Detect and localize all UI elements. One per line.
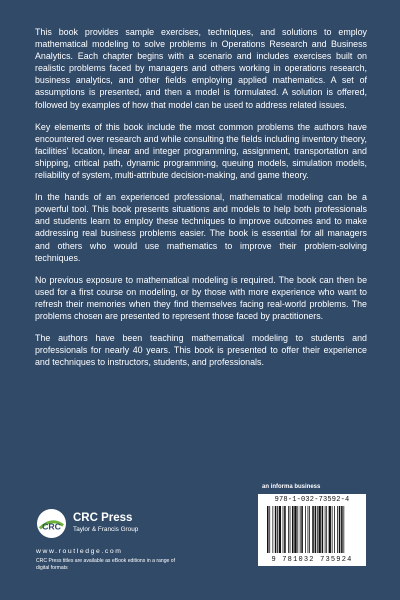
barcode-bar [325, 506, 326, 553]
barcode-bar [308, 506, 309, 553]
barcode-bar [275, 506, 277, 553]
barcode-bar [326, 506, 327, 553]
barcode-bar [279, 506, 281, 553]
barcode-bar [300, 506, 301, 553]
barcode-bar [267, 506, 269, 553]
publisher-website: www.routledge.com [36, 548, 123, 555]
publisher-subtitle: Taylor & Francis Group [73, 526, 139, 533]
barcode-bar [288, 506, 289, 553]
barcode-bar [312, 506, 314, 553]
barcode-bar [332, 506, 333, 553]
barcode-bar [341, 506, 343, 553]
barcode-bar [290, 506, 291, 553]
ebook-availability-note: CRC Press titles are available as eBook editions in a range of digital formats [36, 558, 176, 571]
barcode-bar [322, 506, 324, 553]
informa-business-label: an informa business [262, 484, 321, 490]
barcode-bar [337, 506, 338, 553]
crc-logo-text: CRC [42, 521, 61, 532]
description-paragraph: No previous exposure to mathematical modeling is required. The book can then be used for a first course on modeling, or by those with more experience who want to refresh their memories when they find themselves facing real-world problems. The problems chosen are presented to represent those faced by practitioners. [35, 274, 367, 321]
barcode-bar [318, 506, 320, 553]
back-cover-description [35, 26, 367, 378]
description-paragraph: In the hands of an experienced professional, mathematical modeling can be a powerful tool. This book presents situations and models to help both professionals and students learn to employ these techniques to improve outcomes and to make addressing real business problems easier. The book is essential for all managers and others who would use mathematics to improve their problem-solving techniques. [35, 192, 367, 263]
barcode-bars [267, 506, 361, 553]
barcode-bar [305, 506, 306, 553]
barcode-bar [329, 506, 331, 553]
barcode-bar [269, 506, 270, 553]
barcode-bar [272, 506, 273, 553]
barcode-bar [334, 506, 335, 553]
barcode-bar [277, 506, 278, 553]
description-paragraph: Key elements of this book include the most common problems the authors have encountered over research and while consulting the fields including inventory theory, facilities' location, linear and integer programming, assignment, transportation and shipping, critical path, dynamic programming, queuing models, simulation models, reliability of system, multi-attribute decision-making, and game theory. [35, 121, 367, 181]
crc-logo-icon [36, 508, 67, 539]
barcode-bar [297, 506, 298, 553]
description-paragraph: This book provides sample exercises, techniques, and solutions to employ mathematical modeling to solve problems in Operations Research and Business Analytics. Each chapter begins with a scenario and includes exercises built on realistic problems faced by managers and others working in operations research, business analytics, and other fields employing applied mathematics. A set of assumptions is presented, and then a model is formulated. A solution is offered, followed by examples of how that model can be used to address related issues. [35, 27, 367, 110]
barcode-bar [309, 506, 310, 553]
isbn-digits: 9 781032 735924 [271, 556, 353, 564]
isbn-barcode [258, 494, 366, 566]
publisher-name: CRC Press [73, 512, 133, 524]
description-paragraph: The authors have been teaching mathematical modeling to students and professionals for nearly 40 years. This book is presented to offer their experience and techniques to instructors, students, and professionals. [35, 333, 367, 368]
barcode-bar [294, 506, 296, 553]
barcode-bar [339, 506, 341, 553]
barcode-bar [284, 506, 286, 553]
crc-press-logo [36, 508, 216, 544]
barcode-bar [301, 506, 303, 553]
barcode-bar [343, 506, 344, 553]
barcode-bar [283, 506, 284, 553]
barcode-bar [292, 506, 294, 553]
barcode-bar [317, 506, 318, 553]
isbn-label: 978-1-032-73592-4 [274, 496, 350, 504]
barcode-bar [315, 506, 317, 553]
